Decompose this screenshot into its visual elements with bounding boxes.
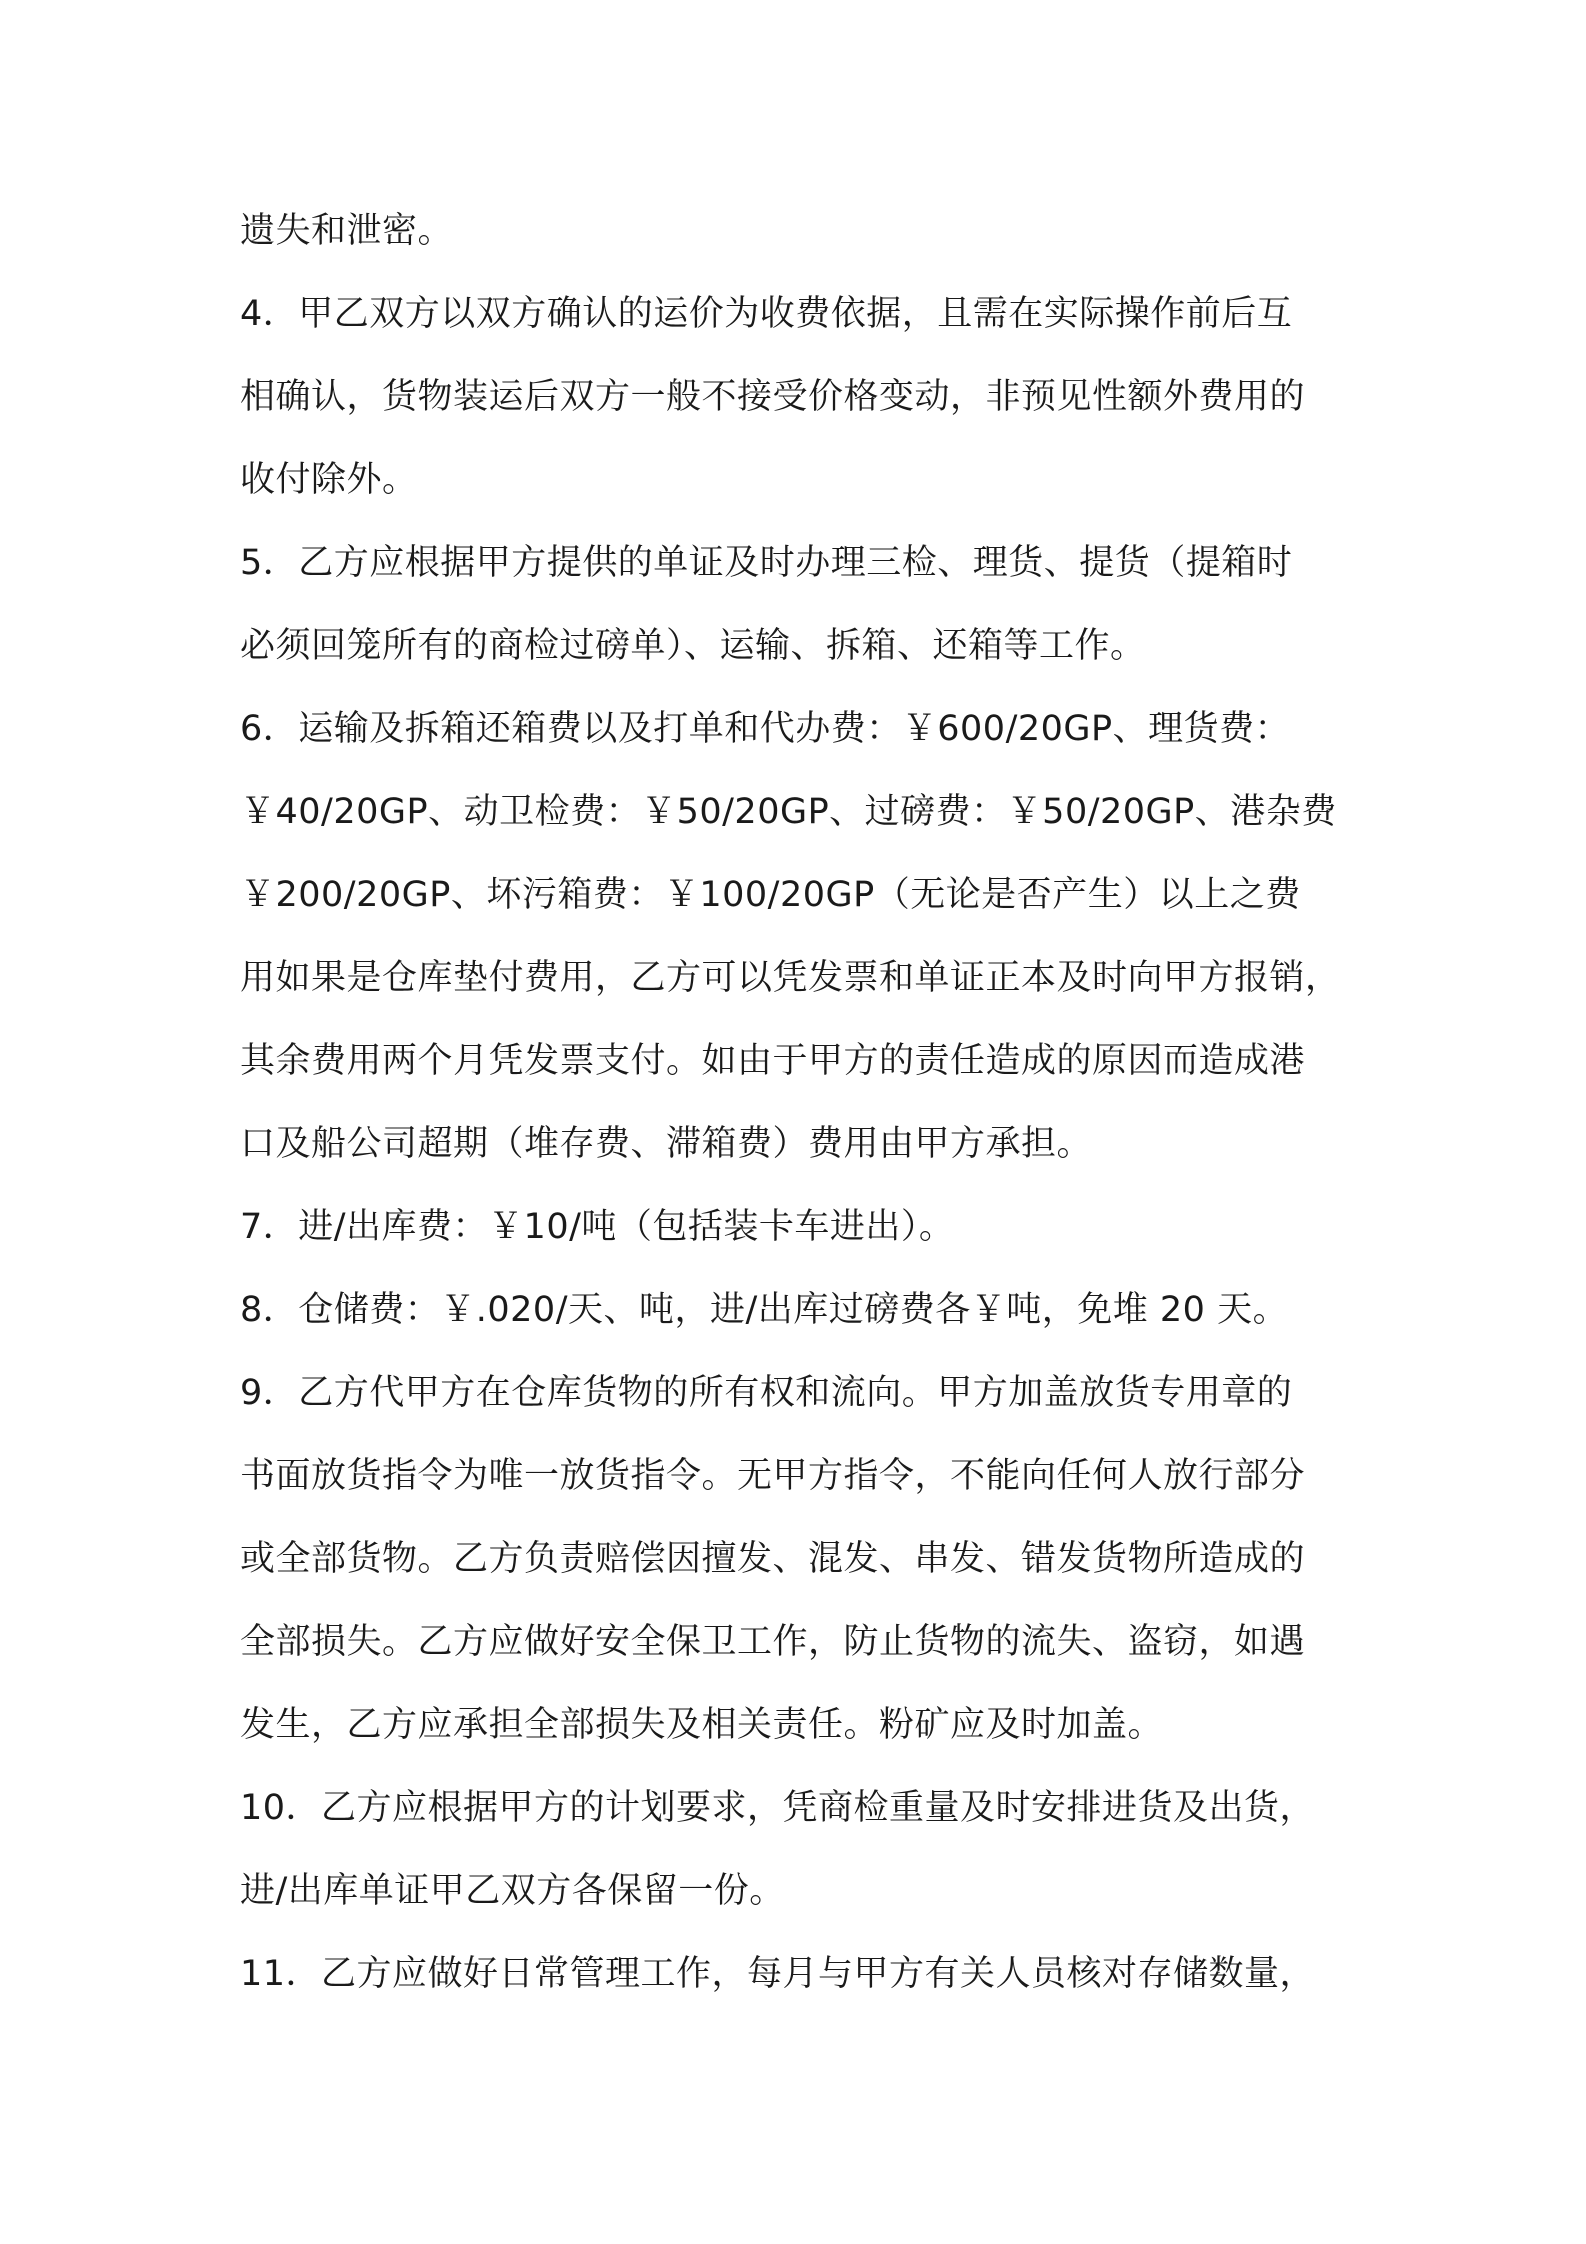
text-line: 相确认，货物装运后双方一般不接受价格变动，非预见性额外费用的 <box>240 377 1306 417</box>
text-line: 遗失和泄密。 <box>240 211 454 251</box>
text-line: 书面放货指令为唯一放货指令。无甲方指令，不能向任何人放行部分 <box>240 1456 1306 1496</box>
text-line: 5．乙方应根据甲方提供的单证及时办理三检、理货、提货（提箱时 <box>240 543 1293 583</box>
text-line: ￥40/20GP、动卫检费：￥50/20GP、过磅费：￥50/20GP、港杂费 <box>240 792 1337 832</box>
text-line: 10．乙方应根据甲方的计划要求，凭商检重量及时安排进货及出货， <box>240 1788 1316 1828</box>
text-line: 进/出库单证甲乙双方各保留一份。 <box>240 1871 785 1911</box>
document-body <box>240 190 1360 2016</box>
text-line: 全部损失。乙方应做好安全保卫工作，防止货物的流失、盗窃，如遇 <box>240 1622 1306 1662</box>
text-line: 7．进/出库费：￥10/吨（包括装卡车进出）。 <box>240 1207 955 1247</box>
text-line: 收付除外。 <box>240 460 418 500</box>
text-line: ￥200/20GP、坏污箱费：￥100/20GP（无论是否产生）以上之费 <box>240 875 1301 915</box>
text-line: 9．乙方代甲方在仓库货物的所有权和流向。甲方加盖放货专用章的 <box>240 1373 1293 1413</box>
text-line: 口及船公司超期（堆存费、滞箱费）费用由甲方承担。 <box>240 1124 1093 1164</box>
text-line: 用如果是仓库垫付费用，乙方可以凭发票和单证正本及时向甲方报销， <box>240 958 1341 998</box>
text-line: 4．甲乙双方以双方确认的运价为收费依据，且需在实际操作前后互 <box>240 294 1293 334</box>
text-line: 发生，乙方应承担全部损失及相关责任。粉矿应及时加盖。 <box>240 1705 1164 1745</box>
text-line: 8．仓储费：￥.020/天、吨，进/出库过磅费各￥吨，免堆 20 天。 <box>240 1290 1289 1330</box>
text-line: 6．运输及拆箱还箱费以及打单和代办费：￥600/20GP、理货费： <box>240 709 1291 749</box>
text-line: 必须回笼所有的商检过磅单）、运输、拆箱、还箱等工作。 <box>240 626 1146 666</box>
text-line: 其余费用两个月凭发票支付。如由于甲方的责任造成的原因而造成港 <box>240 1041 1306 1081</box>
text-line: 或全部货物。乙方负责赔偿因擅发、混发、串发、错发货物所造成的 <box>240 1539 1306 1579</box>
text-line: 11．乙方应做好日常管理工作，每月与甲方有关人员核对存储数量， <box>240 1954 1316 1994</box>
